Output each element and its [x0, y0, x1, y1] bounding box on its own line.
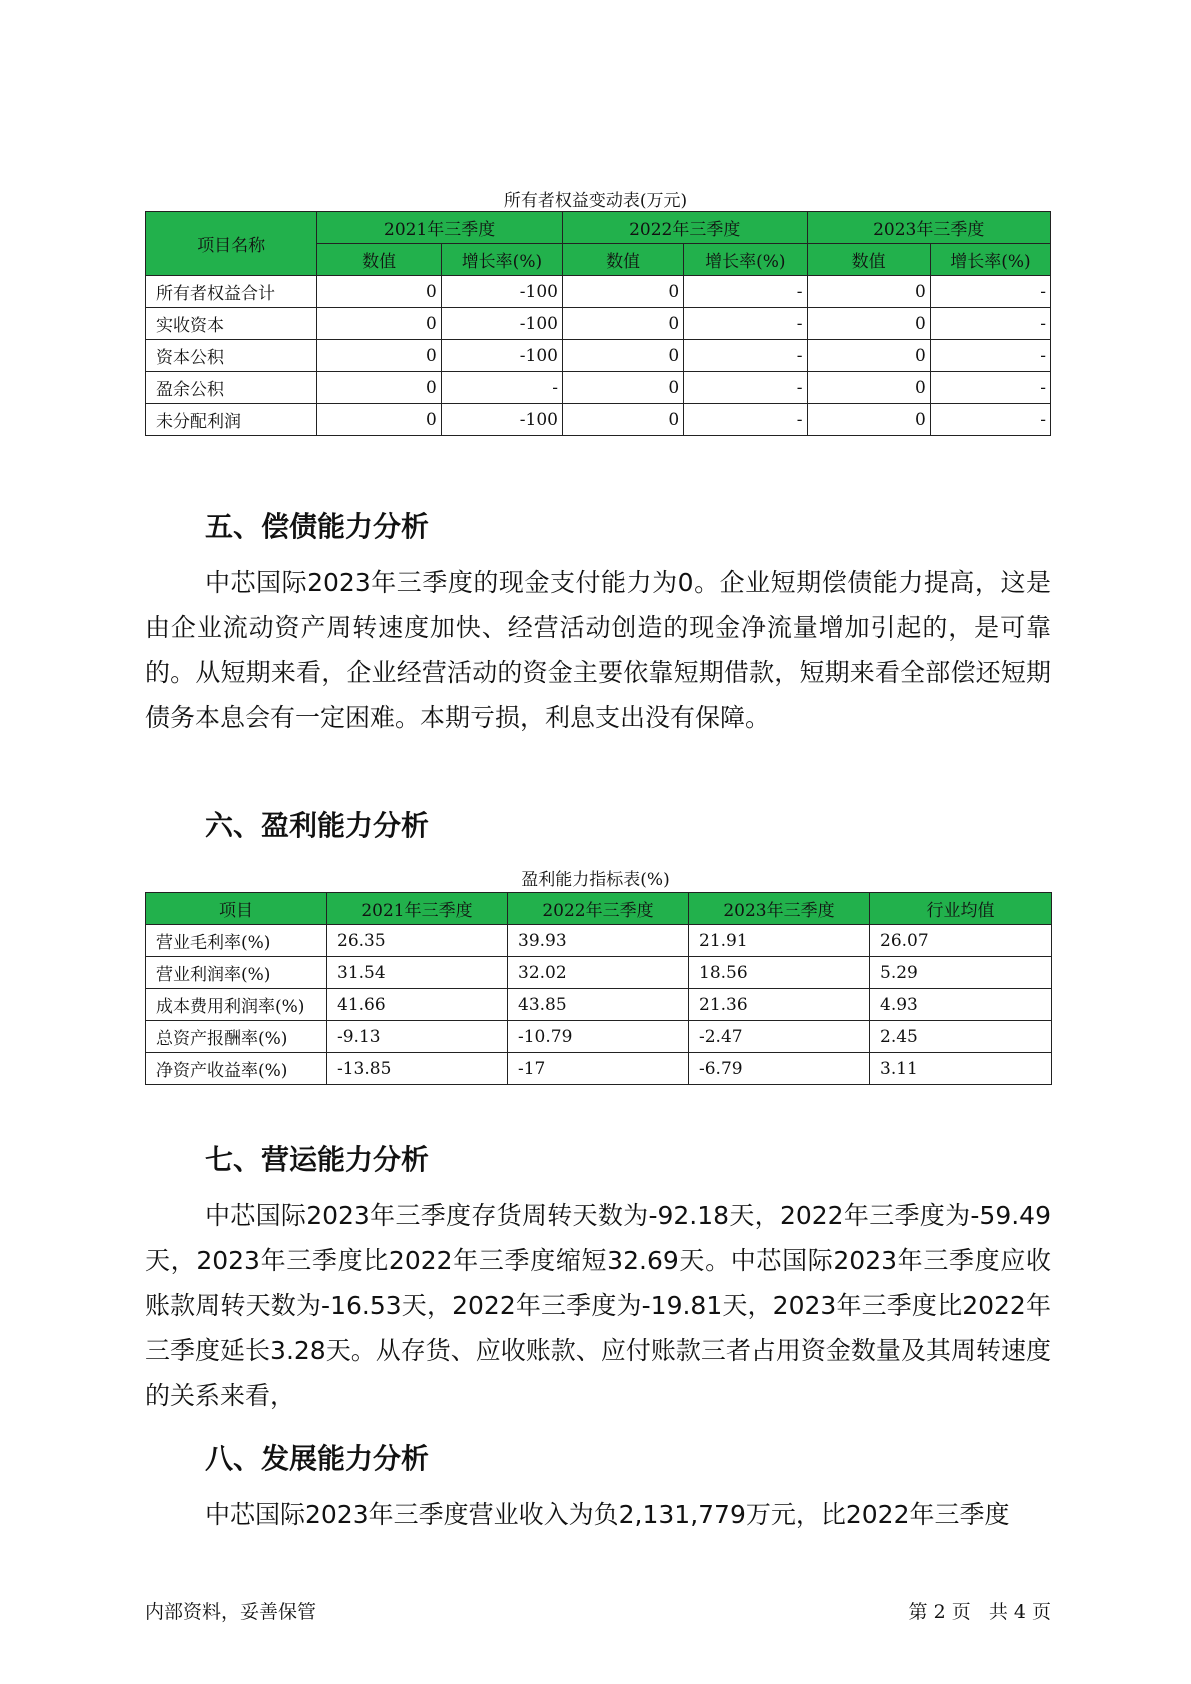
cell: 0 — [317, 404, 441, 436]
cell: -100 — [441, 308, 562, 340]
table-row — [146, 1053, 1052, 1085]
row-name: 未分配利润 — [146, 404, 317, 436]
footer-note: 内部资料，妥善保管 — [145, 1601, 317, 1623]
profit-table — [145, 892, 1052, 1085]
table-row — [146, 989, 1052, 1021]
row-name: 实收资本 — [146, 308, 317, 340]
cell: 0 — [807, 404, 930, 436]
header-growth: 增长率(%) — [441, 244, 562, 276]
cell: - — [684, 276, 807, 308]
equity-table-caption: 所有者权益变动表(万元) — [503, 191, 688, 211]
header-period-2022: 2022年三季度 — [508, 893, 689, 925]
header-item-name: 项目名称 — [146, 212, 317, 276]
section-heading-operations: 七、营运能力分析 — [205, 1143, 430, 1176]
cell: 0 — [317, 372, 441, 404]
table-row — [146, 308, 1051, 340]
cell: 0 — [317, 276, 441, 308]
header-period-2021: 2021年三季度 — [317, 212, 563, 244]
header-period-2023: 2023年三季度 — [689, 893, 870, 925]
cell: - — [930, 340, 1050, 372]
cell: 26.07 — [870, 925, 1052, 957]
cell: 21.36 — [689, 989, 870, 1021]
cell: 0 — [317, 308, 441, 340]
section-text-development: 中芯国际2023年三季度营业收入为负2,131,779万元，比2022年三季度 — [205, 1500, 1010, 1529]
cell: -17 — [508, 1053, 689, 1085]
table-row — [146, 372, 1051, 404]
cell: - — [684, 404, 807, 436]
cell: 0 — [807, 340, 930, 372]
cell: 0 — [562, 340, 683, 372]
row-name: 总资产报酬率(%) — [146, 1021, 327, 1053]
cell: 32.02 — [508, 957, 689, 989]
cell: 0 — [807, 276, 930, 308]
row-name: 所有者权益合计 — [146, 276, 317, 308]
cell: - — [930, 404, 1050, 436]
row-name: 资本公积 — [146, 340, 317, 372]
cell: 0 — [562, 372, 683, 404]
cell: -9.13 — [327, 1021, 508, 1053]
table-row — [146, 1021, 1052, 1053]
cell: - — [930, 276, 1050, 308]
section-heading-development: 八、发展能力分析 — [205, 1442, 430, 1475]
cell: - — [441, 372, 562, 404]
header-period-2021: 2021年三季度 — [327, 893, 508, 925]
section-text-solvency: 中芯国际2023年三季度的现金支付能力为0。企业短期偿债能力提高，这是由企业流动资产周转速度加快、经营活动创造的现金净流量增加引起的，是可靠的。从短期来看，企业经营活动的资金主要依靠短期借款，短期来看全部偿还短期债务本息会有一定困难。本期亏损，利息支出没有保障。 — [145, 568, 1051, 732]
table-row — [146, 957, 1052, 989]
cell: 0 — [807, 308, 930, 340]
header-period-2023: 2023年三季度 — [807, 212, 1051, 244]
section-heading-profitability: 六、盈利能力分析 — [205, 809, 430, 842]
cell: 0 — [807, 372, 930, 404]
cell: 0 — [317, 340, 441, 372]
header-item: 项目 — [146, 893, 327, 925]
header-period-2022: 2022年三季度 — [562, 212, 807, 244]
row-name: 成本费用利润率(%) — [146, 989, 327, 1021]
cell: - — [930, 308, 1050, 340]
profit-table-caption: 盈利能力指标表(%) — [521, 870, 670, 890]
cell: - — [684, 372, 807, 404]
cell: -2.47 — [689, 1021, 870, 1053]
header-value: 数值 — [317, 244, 441, 276]
cell: 43.85 — [508, 989, 689, 1021]
header-growth: 增长率(%) — [930, 244, 1050, 276]
page-number: 第 2 页 共 4 页 — [908, 1601, 1051, 1623]
section-text-operations: 中芯国际2023年三季度存货周转天数为-92.18天，2022年三季度为-59.49天，2023年三季度比2022年三季度缩短32.69天。中芯国际2023年三季度应收账款周转天数为-16.53天，2022年三季度为-19.81天，2023年三季度比2022年三季度延长3.28天。从存货、应收账款、应付账款三者占用资金数量及其周转速度的关系来看， — [145, 1201, 1051, 1410]
cell: 2.45 — [870, 1021, 1052, 1053]
table-row — [146, 340, 1051, 372]
cell: -13.85 — [327, 1053, 508, 1085]
cell: - — [684, 340, 807, 372]
equity-table — [145, 211, 1051, 436]
cell: -100 — [441, 340, 562, 372]
row-name: 营业利润率(%) — [146, 957, 327, 989]
cell: -6.79 — [689, 1053, 870, 1085]
table-row — [146, 925, 1052, 957]
table-row — [146, 404, 1051, 436]
cell: 41.66 — [327, 989, 508, 1021]
header-growth: 增长率(%) — [684, 244, 807, 276]
cell: -100 — [441, 276, 562, 308]
row-name: 营业毛利率(%) — [146, 925, 327, 957]
header-industry-avg: 行业均值 — [870, 893, 1052, 925]
cell: 0 — [562, 404, 683, 436]
cell: - — [930, 372, 1050, 404]
section-heading-solvency: 五、偿债能力分析 — [205, 510, 430, 543]
table-row — [146, 276, 1051, 308]
cell: - — [684, 308, 807, 340]
cell: 26.35 — [327, 925, 508, 957]
row-name: 净资产收益率(%) — [146, 1053, 327, 1085]
cell: 4.93 — [870, 989, 1052, 1021]
cell: 21.91 — [689, 925, 870, 957]
cell: 18.56 — [689, 957, 870, 989]
cell: 5.29 — [870, 957, 1052, 989]
cell: 3.11 — [870, 1053, 1052, 1085]
cell: 0 — [562, 308, 683, 340]
cell: -100 — [441, 404, 562, 436]
cell: 39.93 — [508, 925, 689, 957]
header-value: 数值 — [562, 244, 683, 276]
cell: 31.54 — [327, 957, 508, 989]
header-value: 数值 — [807, 244, 930, 276]
row-name: 盈余公积 — [146, 372, 317, 404]
cell: -10.79 — [508, 1021, 689, 1053]
cell: 0 — [562, 276, 683, 308]
